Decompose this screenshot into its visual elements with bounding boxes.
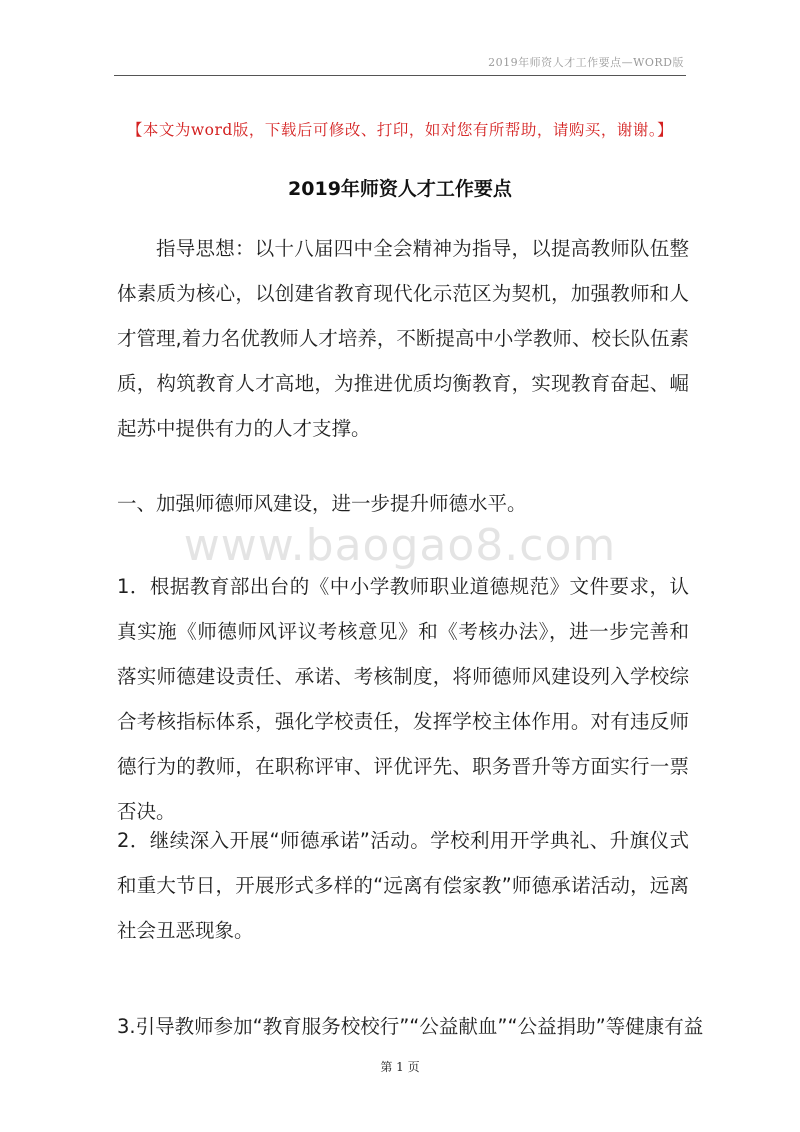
- paragraph-guiding-ideology: 指导思想：以十八届四中全会精神为指导，以提高教师队伍整体素质为核心，以创建省教育现代化示范区为契机，加强教师和人才管理,着力名优教师人才培养，不断提高中小学教师、校长队伍素质，构筑教育人才高地，为推进优质均衡教育，实现教育奋起、崛起苏中提供有力的人才支撑。: [117, 237, 689, 440]
- running-header: 2019年师资人才工作要点—WORD版: [488, 56, 684, 69]
- purchase-notice: 【本文为word版，下载后可修改、打印，如对您有所帮助，请购买，谢谢。】: [126, 121, 674, 139]
- document-title: 2019年师资人才工作要点: [288, 178, 512, 200]
- paragraph-item-1: 1．根据教育部出台的《中小学教师职业道德规范》文件要求，认真实施《师德师风评议考核意见》和《考核办法》，进一步完善和落实师德建设责任、承诺、考核制度，将师德师风建设列入学校综合考核指标体系，强化学校责任，发挥学校主体作用。对有违反师德行为的教师，在职称评审、评优评先、职务晋升等方面实行一票否决。: [117, 575, 689, 823]
- header-divider: [114, 75, 686, 76]
- page-number: 第 1 页: [380, 1060, 420, 1074]
- paragraph-item-3: 3.引导教师参加“教育服务校校行”“公益献血”“公益捐助”等健康有益: [117, 1015, 704, 1038]
- paragraph-item-2: 2．继续深入开展“师德承诺”活动。学校利用开学典礼、升旗仪式和重大节日，开展形式多样的“远离有偿家教”师德承诺活动，远离社会丑恶现象。: [117, 829, 689, 942]
- section-heading-1: 一、加强师德师风建设，进一步提升师德水平。: [117, 492, 527, 515]
- watermark-text: www.baogao8.com: [183, 520, 617, 571]
